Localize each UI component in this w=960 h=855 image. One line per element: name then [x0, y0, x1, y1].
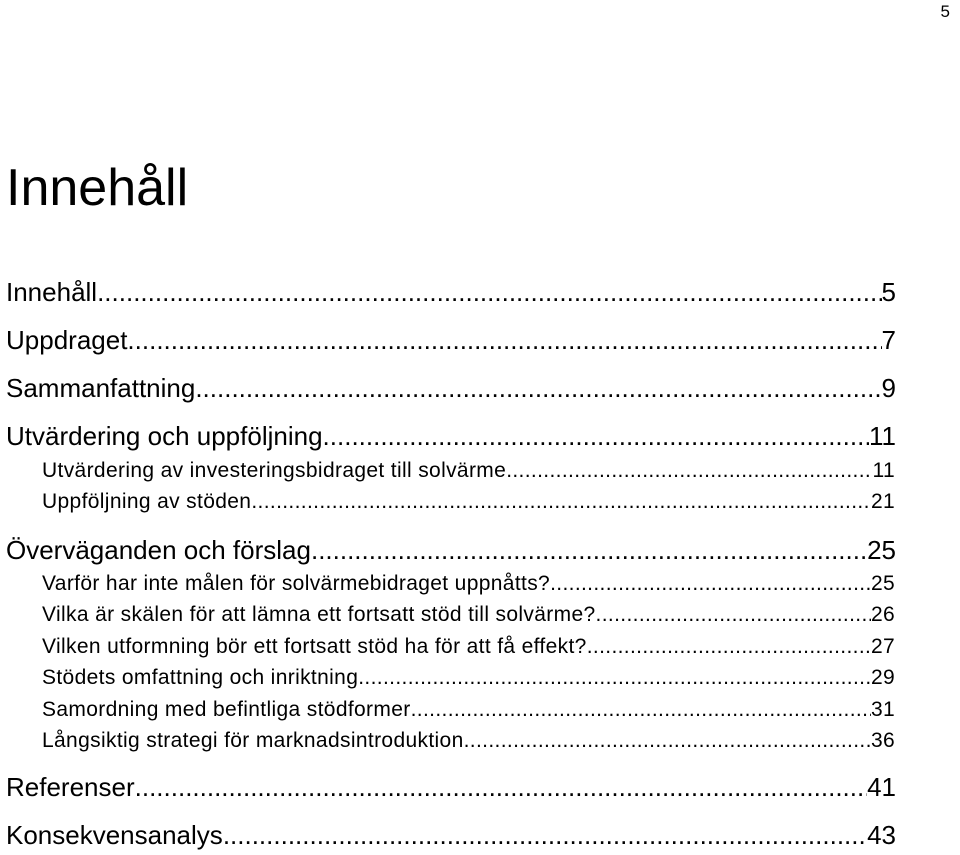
toc-entry-label: Vilka är skälen för att lämna ett fortsatt stöd till solvärme?: [42, 603, 596, 626]
toc-entry-page: 11: [869, 421, 896, 451]
toc-leader: [550, 572, 871, 596]
toc-entry[interactable]: [6, 325, 896, 356]
toc-entry-label: Sammanfattning: [6, 373, 196, 403]
toc-entry[interactable]: [6, 277, 896, 308]
toc-entry-page: 41: [867, 772, 896, 802]
toc-entry-label: Referenser: [6, 772, 135, 802]
toc-entry-page: 26: [870, 603, 895, 626]
toc-leader: [223, 820, 867, 851]
toc-entry[interactable]: [42, 490, 895, 514]
toc-entry-page: 5: [881, 277, 896, 307]
toc-leader: [587, 635, 871, 659]
toc-leader: [323, 421, 869, 452]
toc-leader: [464, 729, 871, 753]
toc-entry-label: Uppdraget: [6, 325, 128, 355]
toc-entry-page: 9: [881, 373, 896, 403]
toc-entry-label: Uppföljning av stöden: [42, 490, 252, 513]
page-number: 5: [940, 2, 950, 21]
toc-entry-page: 11: [872, 459, 895, 482]
toc-entry[interactable]: [42, 603, 895, 627]
toc-entry[interactable]: [42, 572, 895, 596]
toc-entry-label: Varför har inte målen för solvärmebidraget uppnåtts?: [42, 572, 551, 595]
toc-leader: [358, 666, 871, 690]
toc-leader: [135, 772, 867, 803]
toc-leader: [506, 459, 872, 483]
toc-leader: [195, 373, 881, 404]
toc-leader: [97, 277, 881, 308]
toc-entry-label: Stödets omfattning och inriktning: [42, 666, 359, 689]
toc-entry[interactable]: [42, 729, 895, 753]
toc-entry[interactable]: [6, 421, 896, 452]
toc-entry-page: 36: [870, 729, 895, 752]
toc-entry[interactable]: [42, 698, 895, 722]
toc-entry[interactable]: [42, 635, 895, 659]
toc-leader: [596, 603, 871, 627]
toc-entry-page: 27: [870, 635, 895, 658]
toc-entry-label: Samordning med befintliga stödformer: [42, 698, 411, 721]
toc-entry-page: 21: [870, 490, 895, 513]
toc-entry-label: Konsekvensanalys: [6, 820, 223, 850]
toc-leader: [411, 698, 871, 722]
toc-entry-label: Utvärdering av investeringsbidraget till solvärme: [42, 459, 507, 482]
toc-leader: [251, 490, 871, 514]
toc-entry-page: 25: [867, 535, 896, 565]
page-title: Innehåll: [6, 159, 189, 217]
toc-entry[interactable]: [6, 772, 896, 803]
toc-entry-page: 43: [867, 820, 896, 850]
toc-leader: [127, 325, 881, 356]
toc-entry-page: 7: [881, 325, 896, 355]
toc-entry[interactable]: [42, 666, 895, 690]
toc-entry-label: Långsiktig strategi för marknadsintroduktion: [42, 729, 464, 752]
toc-entry-page: 29: [870, 666, 895, 689]
toc-entry-page: 25: [870, 572, 895, 595]
toc-entry[interactable]: [42, 459, 895, 483]
toc-entry[interactable]: [6, 535, 896, 566]
toc-entry-label: Vilken utformning bör ett fortsatt stöd ha för att få effekt?: [42, 635, 587, 658]
toc-leader: [311, 535, 867, 566]
toc-entry-label: Överväganden och förslag: [6, 535, 311, 565]
toc-entry[interactable]: [6, 820, 896, 851]
toc-entry-label: Utvärdering och uppföljning: [6, 421, 323, 451]
toc-entry-page: 31: [870, 698, 895, 721]
toc-entry[interactable]: [6, 373, 896, 404]
toc-entry-label: Innehåll: [6, 277, 98, 307]
